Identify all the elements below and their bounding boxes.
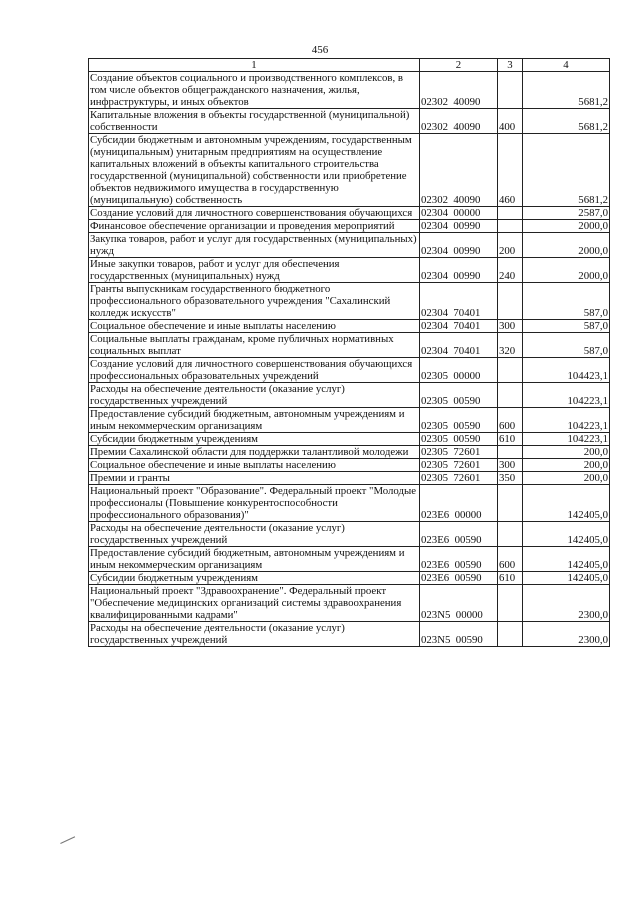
cell-sum: 104423,1: [523, 358, 610, 383]
cell-type: 610: [498, 433, 523, 446]
cell-sum: 2000,0: [523, 258, 610, 283]
cell-name: Закупка товаров, работ и услуг для государственных (муниципальных) нужд: [89, 233, 420, 258]
cell-sum: 5681,2: [523, 109, 610, 134]
cell-sum: 2587,0: [523, 207, 610, 220]
table-row: [89, 258, 610, 283]
cell-sum: 104223,1: [523, 408, 610, 433]
table-row: [89, 358, 610, 383]
cell-type: 600: [498, 408, 523, 433]
table-row: [89, 485, 610, 522]
table-row: [89, 459, 610, 472]
cell-type: [498, 72, 523, 109]
cell-type: 350: [498, 472, 523, 485]
cell-sum: 200,0: [523, 459, 610, 472]
cell-sum: 587,0: [523, 333, 610, 358]
table-row: [89, 572, 610, 585]
table-row: [89, 233, 610, 258]
cell-type: [498, 622, 523, 647]
cell-code: 02304 70401: [420, 320, 498, 333]
cell-sum: 2000,0: [523, 220, 610, 233]
cell-sum: 142405,0: [523, 547, 610, 572]
cell-type: [498, 283, 523, 320]
table-row: [89, 585, 610, 622]
page-number: 456: [311, 44, 329, 56]
cell-sum: 2300,0: [523, 622, 610, 647]
cell-type: 400: [498, 109, 523, 134]
cell-name: Социальные выплаты гражданам, кроме публичных нормативных социальных выплат: [89, 333, 420, 358]
cell-name: Премии и гранты: [89, 472, 420, 485]
cell-name: Социальное обеспечение и иные выплаты населению: [89, 320, 420, 333]
cell-name: Капитальные вложения в объекты государственной (муниципальной) собственности: [89, 109, 420, 134]
table-body: [89, 72, 610, 647]
budget-table: [88, 58, 610, 647]
table-row: [89, 547, 610, 572]
table-row: [89, 522, 610, 547]
cell-code: 023N5 00000: [420, 585, 498, 622]
cell-code: 02304 00000: [420, 207, 498, 220]
cell-name: Субсидии бюджетным и автономным учреждениям, государственным (муниципальным) унитарным предприятиям на осуществление капитальных вложений в объекты капитального строительства государственной (муниципальной) собственности или приобретение объектов недвижимого имущества в государственную (муниципальную) собственность: [89, 134, 420, 207]
header-cell-sum: 4: [523, 59, 610, 72]
cell-sum: 142405,0: [523, 522, 610, 547]
cell-sum: 142405,0: [523, 485, 610, 522]
table-row: [89, 472, 610, 485]
table-header-row: [89, 59, 610, 72]
cell-sum: 104223,1: [523, 383, 610, 408]
cell-code: 02305 00590: [420, 408, 498, 433]
cell-name: Гранты выпускникам государственного бюджетного профессионального образовательного учреждения "Сахалинский колледж искусств": [89, 283, 420, 320]
cell-sum: 2300,0: [523, 585, 610, 622]
cell-type: [498, 585, 523, 622]
cell-sum: 5681,2: [523, 72, 610, 109]
table-row: [89, 220, 610, 233]
cell-code: 02305 72601: [420, 446, 498, 459]
table-row: [89, 109, 610, 134]
cell-name: Создание условий для личностного совершенствования обучающихся: [89, 207, 420, 220]
cell-name: Создание условий для личностного совершенствования обучающихся профессиональных образовательных учреждений: [89, 358, 420, 383]
cell-name: Иные закупки товаров, работ и услуг для обеспечения государственных (муниципальных) нужд: [89, 258, 420, 283]
cell-code: 023N5 00590: [420, 622, 498, 647]
cell-code: 02302 40090: [420, 134, 498, 207]
cell-code: 02305 00000: [420, 358, 498, 383]
table-row: [89, 72, 610, 109]
cell-code: 02302 40090: [420, 72, 498, 109]
cell-code: 02304 70401: [420, 283, 498, 320]
cell-type: [498, 358, 523, 383]
cell-code: 023E6 00000: [420, 485, 498, 522]
cell-type: 320: [498, 333, 523, 358]
cell-sum: 200,0: [523, 472, 610, 485]
cell-name: Субсидии бюджетным учреждениям: [89, 433, 420, 446]
cell-type: 300: [498, 459, 523, 472]
cell-name: Предоставление субсидий бюджетным, автономным учреждениям и иным некоммерческим организациям: [89, 547, 420, 572]
table-row: [89, 283, 610, 320]
cell-sum: 587,0: [523, 283, 610, 320]
cell-code: 02305 00590: [420, 383, 498, 408]
cell-sum: 142405,0: [523, 572, 610, 585]
cell-code: 02304 70401: [420, 333, 498, 358]
cell-sum: 587,0: [523, 320, 610, 333]
cell-type: [498, 207, 523, 220]
cell-name: Предоставление субсидий бюджетным, автономным учреждениям и иным некоммерческим организациям: [89, 408, 420, 433]
cell-code: 02305 72601: [420, 459, 498, 472]
cell-name: Создание объектов социального и производственного комплексов, в том числе объектов общегражданского назначения, жилья, инфраструктуры, и иных объектов: [89, 72, 420, 109]
cell-sum: 104223,1: [523, 433, 610, 446]
cell-sum: 5681,2: [523, 134, 610, 207]
cell-type: [498, 220, 523, 233]
cell-name: Расходы на обеспечение деятельности (оказание услуг) государственных учреждений: [89, 383, 420, 408]
cell-type: [498, 522, 523, 547]
table-row: [89, 446, 610, 459]
table-row: [89, 333, 610, 358]
cell-name: Национальный проект "Здравоохранение". Федеральный проект "Обеспечение медицинских организаций системы здравоохранения квалифицированными кадрами": [89, 585, 420, 622]
cell-type: 460: [498, 134, 523, 207]
cell-code: 02302 40090: [420, 109, 498, 134]
cell-sum: 200,0: [523, 446, 610, 459]
cell-code: 02304 00990: [420, 220, 498, 233]
cell-code: 02304 00990: [420, 233, 498, 258]
cell-name: Расходы на обеспечение деятельности (оказание услуг) государственных учреждений: [89, 522, 420, 547]
table-row: [89, 134, 610, 207]
cell-type: [498, 485, 523, 522]
cell-code: 02305 72601: [420, 472, 498, 485]
table-row: [89, 320, 610, 333]
table-row: [89, 408, 610, 433]
cell-name: Премии Сахалинской области для поддержки талантливой молодежи: [89, 446, 420, 459]
cell-code: 02305 00590: [420, 433, 498, 446]
table-row: [89, 622, 610, 647]
header-cell-name: 1: [89, 59, 420, 72]
cell-sum: 2000,0: [523, 233, 610, 258]
cell-name: Социальное обеспечение и иные выплаты населению: [89, 459, 420, 472]
cell-code: 02304 00990: [420, 258, 498, 283]
cell-name: Национальный проект "Образование". Федеральный проект "Молодые профессионалы (Повышение конкурентоспособности профессионального образования)": [89, 485, 420, 522]
cell-type: 300: [498, 320, 523, 333]
cell-code: 023E6 00590: [420, 547, 498, 572]
cell-type: 240: [498, 258, 523, 283]
cell-code: 023E6 00590: [420, 522, 498, 547]
cell-type: 610: [498, 572, 523, 585]
header-cell-type: 3: [498, 59, 523, 72]
table-row: [89, 207, 610, 220]
table-row: [89, 383, 610, 408]
table-row: [89, 433, 610, 446]
cell-type: 600: [498, 547, 523, 572]
cell-name: Расходы на обеспечение деятельности (оказание услуг) государственных учреждений: [89, 622, 420, 647]
cell-name: Субсидии бюджетным учреждениям: [89, 572, 420, 585]
cell-code: 023E6 00590: [420, 572, 498, 585]
cell-name: Финансовое обеспечение организации и проведения мероприятий: [89, 220, 420, 233]
header-cell-code: 2: [420, 59, 498, 72]
cell-type: 200: [498, 233, 523, 258]
cell-type: [498, 383, 523, 408]
cell-type: [498, 446, 523, 459]
pen-mark: [57, 829, 75, 844]
